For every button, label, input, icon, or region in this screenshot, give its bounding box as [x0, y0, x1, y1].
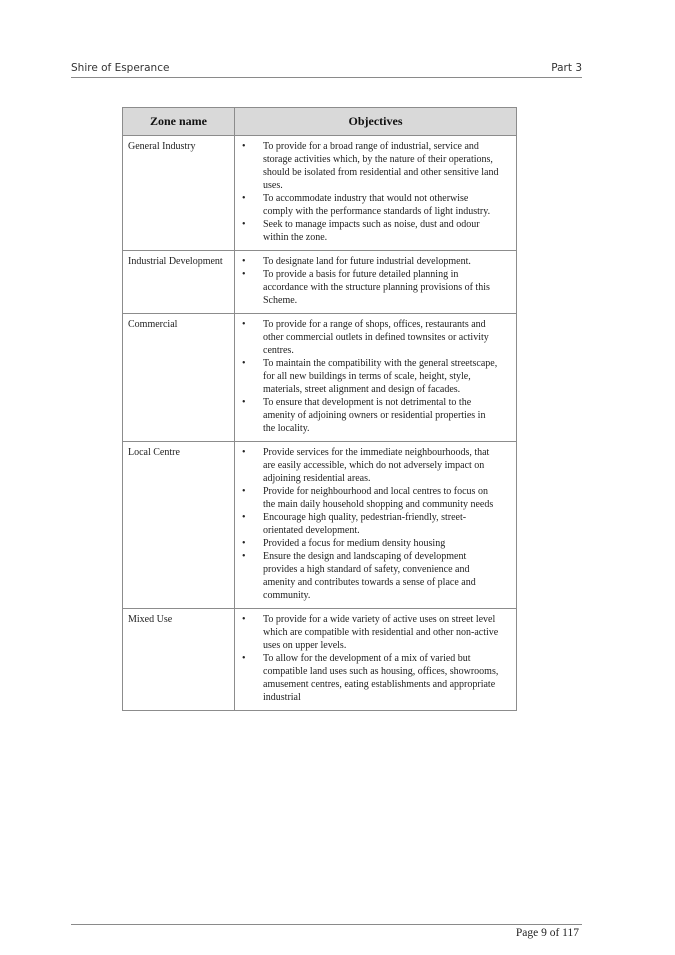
objective-text: Seek to manage impacts such as noise, dust and odour within the zone.	[263, 219, 480, 243]
objective-text: To designate land for future industrial development.	[263, 256, 471, 267]
zone-name-cell: Local Centre	[123, 442, 235, 609]
column-header-objectives: Objectives	[235, 108, 517, 136]
table-body	[123, 136, 517, 711]
header-document-title: Shire of Esperance	[71, 62, 170, 74]
objective-text: Provided a focus for medium density housing	[263, 538, 446, 549]
objectives-cell	[235, 136, 517, 251]
objective-item	[241, 357, 500, 396]
page-number: Page 9 of 117	[515, 927, 579, 939]
objective-item	[241, 485, 500, 511]
bullet-icon: •	[242, 447, 246, 458]
objective-item	[241, 652, 500, 704]
objective-text: Provide services for the immediate neighbourhoods, that are easily accessible, which do not adversely impact on adjoining residential areas.	[263, 447, 490, 484]
objective-text: Encourage high quality, pedestrian-friendly, street-orientated development.	[263, 512, 467, 536]
bullet-icon: •	[242, 256, 246, 267]
objective-text: To provide for a broad range of industrial, service and storage activities which, by the nature of their operations, should be isolated from residential and other sensitive land uses.	[263, 141, 499, 191]
objective-text: Ensure the design and landscaping of development provides a high standard of safety, convenience and amenity and contributes towards a sense of place and community.	[263, 551, 476, 601]
objectives-list	[241, 446, 500, 602]
objective-item	[241, 613, 500, 652]
objective-text: Provide for neighbourhood and local centres to focus on the main daily household shopping and community needs	[263, 486, 494, 510]
column-header-zone-name: Zone name	[123, 108, 235, 136]
objective-item	[241, 318, 500, 357]
objectives-list	[241, 613, 500, 704]
bullet-icon: •	[242, 653, 246, 664]
objective-text: To ensure that development is not detrimental to the amenity of adjoining owners or residential properties in the locality.	[263, 397, 486, 434]
table-row	[123, 136, 517, 251]
objective-text: To maintain the compatibility with the general streetscape, for all new buildings in terms of scale, height, style, materials, street alignment and design of facades.	[263, 358, 498, 395]
bullet-icon: •	[242, 397, 246, 408]
objective-text: To provide for a range of shops, offices, restaurants and other commercial outlets in defined townsites or activity centres.	[263, 319, 489, 356]
objective-item	[241, 446, 500, 485]
objectives-cell	[235, 251, 517, 314]
table-row	[123, 442, 517, 609]
objective-item	[241, 255, 500, 268]
bullet-icon: •	[242, 358, 246, 369]
table-row	[123, 314, 517, 442]
objective-item	[241, 218, 500, 244]
objective-text: To allow for the development of a mix of varied but compatible land uses such as housing, offices, showrooms, amusement centres, eating establishments and appropriate industrial	[263, 653, 499, 703]
bullet-icon: •	[242, 269, 246, 280]
bullet-icon: •	[242, 538, 246, 549]
bullet-icon: •	[242, 141, 246, 152]
objective-item	[241, 192, 500, 218]
objective-text: To provide for a wide variety of active uses on street level which are compatible with residential and other non-active uses on upper levels.	[263, 614, 499, 651]
objectives-cell	[235, 442, 517, 609]
objectives-list	[241, 318, 500, 435]
header-part-label: Part 3	[551, 62, 582, 74]
objective-item	[241, 396, 500, 435]
objectives-cell	[235, 609, 517, 711]
bullet-icon: •	[242, 551, 246, 562]
objective-text: To provide a basis for future detailed planning in accordance with the structure planning provisions of this Scheme.	[263, 269, 490, 306]
objective-item	[241, 268, 500, 307]
zone-name-cell: General Industry	[123, 136, 235, 251]
objective-item	[241, 140, 500, 192]
objective-item	[241, 511, 500, 537]
page-header	[71, 62, 582, 74]
table-header-row	[123, 108, 517, 136]
bullet-icon: •	[242, 219, 246, 230]
zone-objectives-table	[122, 107, 517, 711]
zone-name-cell: Industrial Development	[123, 251, 235, 314]
bullet-icon: •	[242, 614, 246, 625]
objectives-list	[241, 140, 500, 244]
objective-item	[241, 537, 500, 550]
objectives-list	[241, 255, 500, 307]
table-row	[123, 251, 517, 314]
zone-name-cell: Mixed Use	[123, 609, 235, 711]
footer-divider	[71, 924, 582, 925]
zone-name-cell: Commercial	[123, 314, 235, 442]
bullet-icon: •	[242, 193, 246, 204]
bullet-icon: •	[242, 319, 246, 330]
bullet-icon: •	[242, 512, 246, 523]
table-row	[123, 609, 517, 711]
objective-text: To accommodate industry that would not otherwise comply with the performance standards of light industry.	[263, 193, 491, 217]
objectives-cell	[235, 314, 517, 442]
bullet-icon: •	[242, 486, 246, 497]
objective-item	[241, 550, 500, 602]
header-divider	[71, 77, 582, 78]
